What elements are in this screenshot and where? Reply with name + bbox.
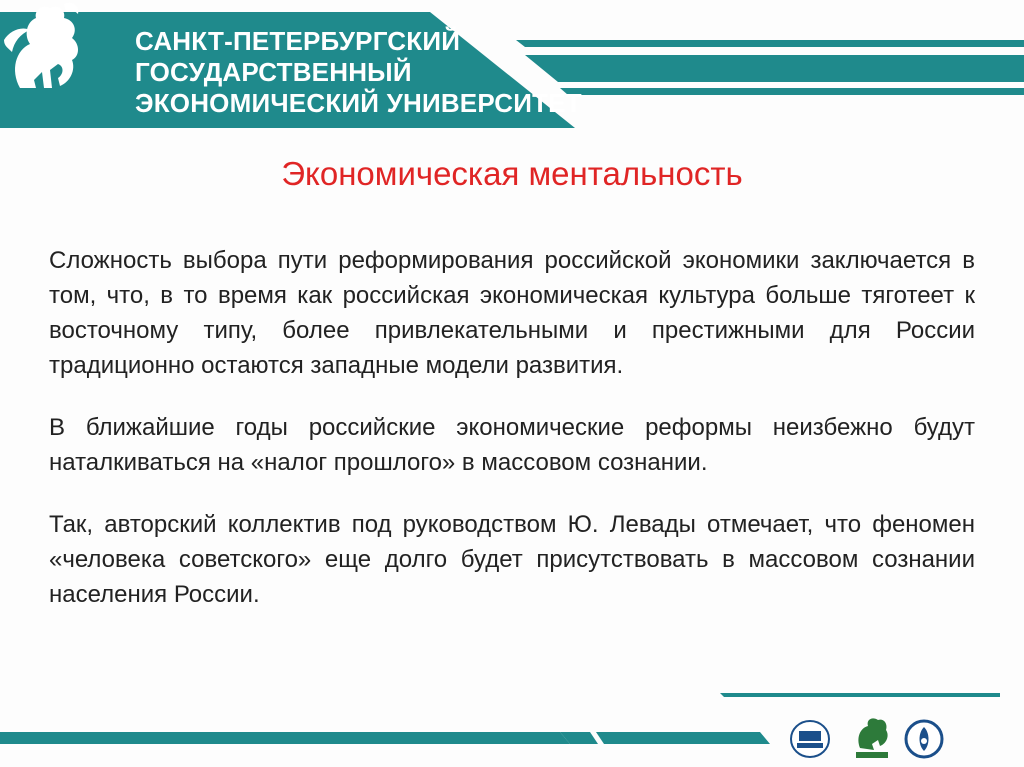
header-banner [0, 0, 1024, 140]
university-name-line-1: САНКТ-ПЕТЕРБУРГСКИЙ [135, 26, 461, 56]
university-name-line-3: ЭКОНОМИЧЕСКИЙ УНИВЕРСИТЕТ [135, 88, 582, 118]
paragraph-2: В ближайшие годы российские экономические реформы неизбежно будут наталкиваться на «налог прошлого» в массовом сознании. [49, 414, 975, 476]
slide-title: Экономическая ментальность [281, 155, 743, 192]
paragraph-3: Так, авторский коллектив под руководством Ю. Левады отмечает, что феномен «человека советского» еще долго будет присутствовать в массовом сознании населения России. [49, 511, 975, 608]
slide-body [49, 243, 975, 639]
university-name-line-2: ГОСУДАРСТВЕННЫЙ [135, 57, 412, 87]
third-emblem-logo [904, 719, 944, 759]
griffin-icon [0, 0, 84, 92]
inzhekon-logo [790, 719, 830, 759]
finek-logo [852, 714, 892, 760]
university-name [135, 26, 582, 119]
paragraph-1: Сложность выбора пути реформирования российской экономики заключается в том, что, в то время как российская экономическая культура больше тяготеет к восточному типу, более привлекательными и престижными для России традиционно остаются западные модели развития. [49, 247, 975, 379]
